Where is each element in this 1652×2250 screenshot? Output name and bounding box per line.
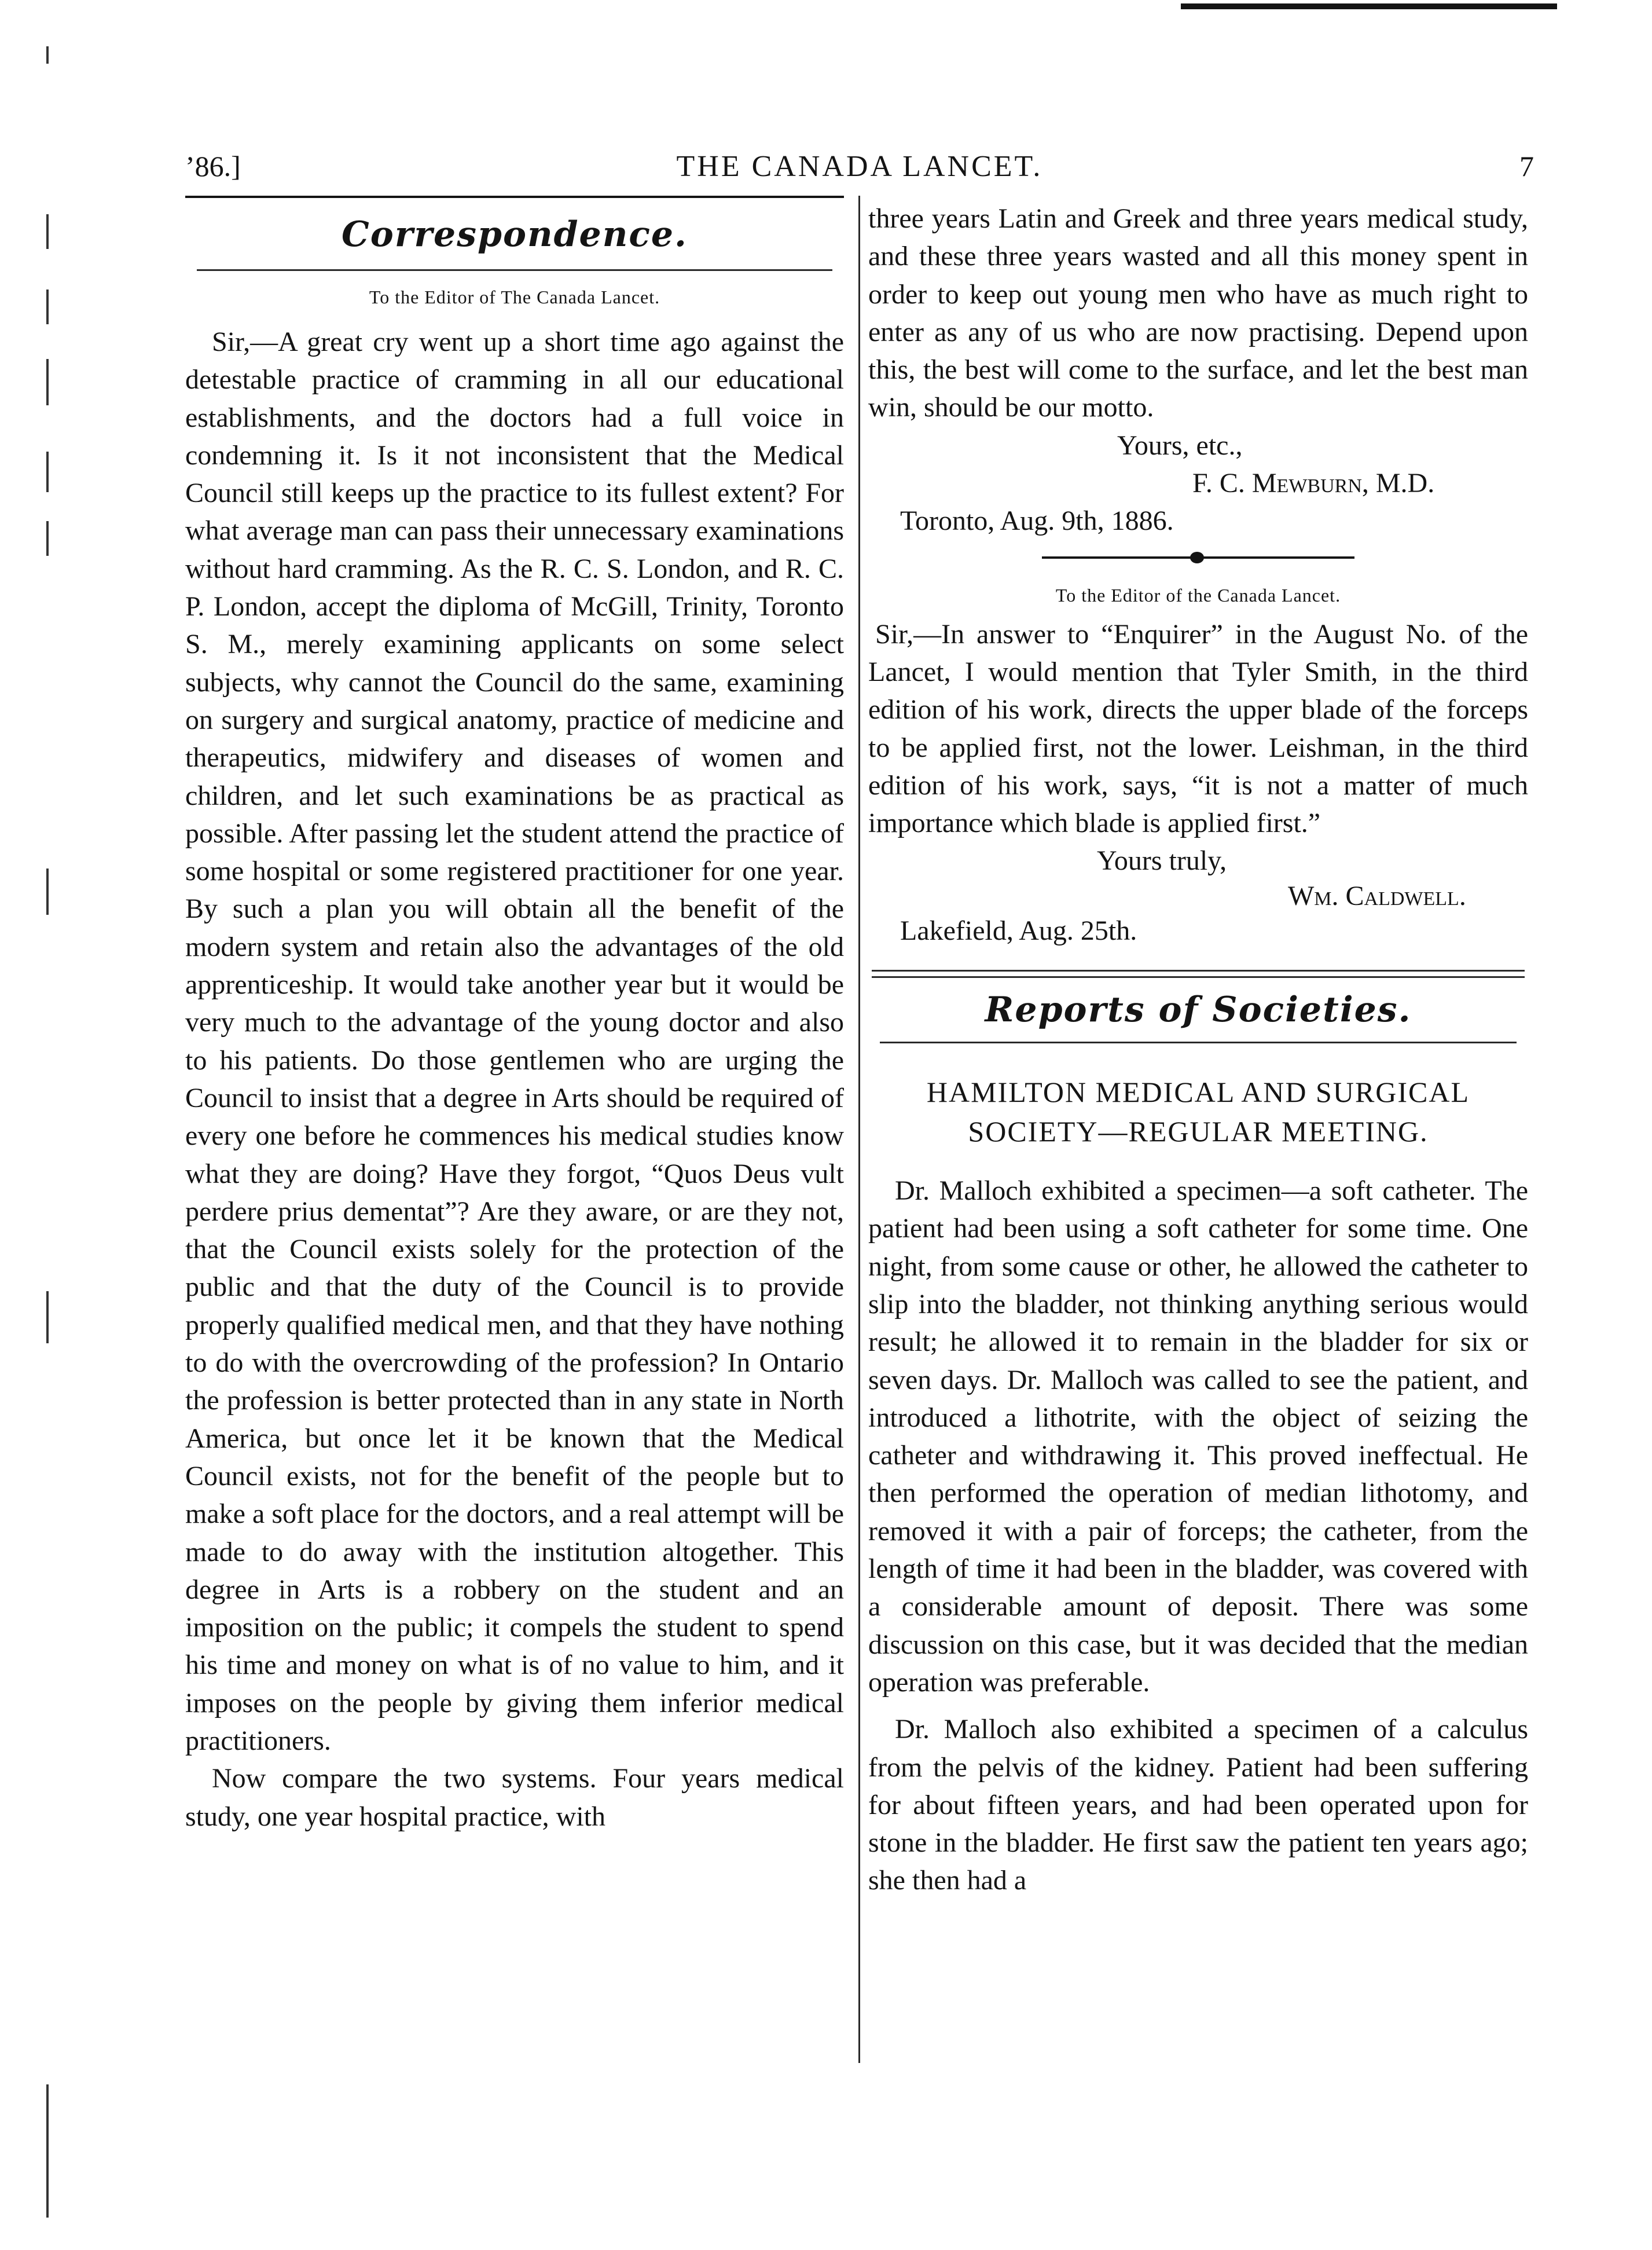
double-rule [872,970,1525,978]
letter1-closing: Yours, etc., [1117,430,1243,461]
letter2-paragraph: Sir,—In answer to “Enquirer” in the August No. of the Lancet, I would mention that Tyler Smith, in the third edition of his work, directs the upper blade of the forceps to be applied first, not the lower. Leishman, in the third edition of his work, says, “it is not a matter of much importance which blade is applied first.” [868,618,1528,839]
letter1-place-date: Toronto, Aug. 9th, 1886. [900,505,1174,537]
column-divider [858,196,860,2063]
editor-address-2: To the Editor of the Canada Lancet. [1055,584,1341,606]
left-column [185,200,844,1835]
letter2-place-date: Lakefield, Aug. 25th. [900,915,1137,946]
right-column [868,200,1528,1900]
report-paragraph-2: Dr. Malloch also exhibited a specimen of a calculus from the pelvis of the kidney. Patient had been suffering for about fifteen years, and had been operated upon for stone in the bladder. He first saw the patient ten years ago; she then had a [868,1714,1528,1896]
letter1-paragraph-2: Now compare the two systems. Four years medical study, one year hospital practice, with [185,1763,844,1832]
scan-margin-marks [46,0,81,2250]
letter2-closing: Yours truly, [1097,845,1227,877]
reports-heading-block [868,978,1528,1042]
volume-year: ’86.] [185,150,241,182]
correspondence-heading-block [185,200,844,269]
article-title-line1: HAMILTON MEDICAL AND SURGICAL [926,1076,1470,1109]
top-edge-rule [1181,3,1557,9]
page-number: 7 [1519,150,1534,182]
letter1-signature: F. C. Mewburn, M.D. [1192,468,1435,499]
journal-title: THE CANADA LANCET. [676,150,1043,183]
correspondence-heading: Correspondence. [342,214,688,255]
letter1-paragraph-3: three years Latin and Greek and three years medical study, and these three years wasted and all this money spent in order to keep out young men who have as much right to enter as any of us who are now practising. Depend upon this, the best will come to the surface, and let the best man win, should be our motto. [868,203,1528,423]
reports-heading: Reports of Societies. [985,990,1412,1031]
divider-ornament [868,540,1528,575]
report-paragraph-1: Dr. Malloch exhibited a specimen—a soft catheter. The patient had been using a soft catheter for some time. One night, from some cause or other, he allowed the catheter to slip into the bladder, not thinking anything serious would result; he allowed it to remain in the bladder for six or seven days. Dr. Malloch was called to see the patient, and introduced a lithotrite, with the object of seizing the catheter and withdrawing it. This proved ineffectual. He then performed the operation of median lithotomy, and removed it with a pair of forceps; the catheter, from the length of time it had been in the bladder, was covered with a considerable amount of deposit. There was some discussion on this case, but it was decided that the median operation was preferable. [868,1175,1528,1698]
running-head [185,149,1534,190]
letter1-paragraph-1: Sir,—A great cry went up a short time ago against the detestable practice of cramming in all our educational establishments, and the doctors had a full voice in condemning it. Is it not inconsistent that the Medical Council still keeps up the practice to its fullest extent? For what average man can pass their unnecessary examinations without hard cramming. As the R. C. S. London, and R. C. P. London, accept the diploma of McGill, Trinity, Toronto S. M., merely examining applicants on some select subjects, why cannot the Council do the same, examining on surgery and surgical anatomy, practice of medicine and therapeutics, midwifery and diseases of women and children, and let such examinations be as practical as possible. After passing let the student attend the practice of some hospital or some registered practitioner for one year. By such a plan you will obtain all the benefit of the modern system and retain also the advantages of the old apprenticeship. It would take another year but it would be very much to the advantage of the young doctor and also to his patients. Do those gentlemen who are urging the Council to insist that a degree in Arts should be required of every one before he commences his medical studies know what they are doing? Have they forgot, “Quos Deus vult perdere prius dementat”? Are they aware, or are they not, that the Council exists solely for the protection of the public and that the duty of the Council is to provide properly qualified medical men, and that they have nothing to do with the overcrowding of the profession? In Ontario the profession is better protected than in any state in North America, but once let it be known that the Medical Council exists, not for the benefit of the people but to make a soft place for the doctors, and a real attempt will be made to do away with the institution altogether. This degree in Arts is a robbery on the student and an imposition on the public; it compels the student to spend his time and money on what is of no value to him, and it imposes on the people by giving them inferior medical practitioners. [185,327,844,1756]
editor-address: To the Editor of The Canada Lancet. [369,287,660,307]
letter2-signature: Wm. Caldwell. [1288,880,1466,911]
header-rule [185,196,844,198]
article-title-line2: SOCIETY—REGULAR MEETING. [968,1115,1429,1148]
